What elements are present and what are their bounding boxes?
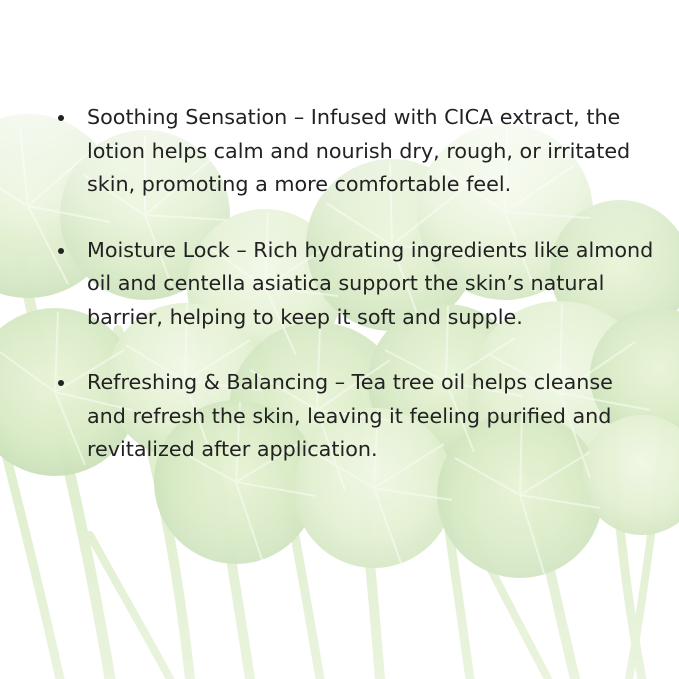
- benefit-text: Soothing Sensation – Infused with CICA extract, the lotion helps calm and nourish dry, rough, or irritated skin, promoting a more comfortable feel.: [87, 105, 631, 196]
- bullet-icon: [58, 380, 64, 386]
- benefit-item-soothing-sensation: [58, 101, 658, 202]
- benefit-text: Moisture Lock – Rich hydrating ingredients like almond oil and centella asiatica support the skin’s natural barrier, helping to keep it soft and supple.: [87, 237, 654, 329]
- bullet-icon: [58, 248, 64, 254]
- benefit-item-refreshing-balancing: [58, 366, 658, 467]
- benefit-item-moisture-lock: [58, 234, 658, 335]
- bullet-icon: [58, 115, 64, 121]
- benefit-text: Refreshing & Balancing – Tea tree oil helps cleanse and refresh the skin, leaving it feeling purified and revitalized after application.: [87, 370, 613, 461]
- benefits-list: [58, 101, 658, 499]
